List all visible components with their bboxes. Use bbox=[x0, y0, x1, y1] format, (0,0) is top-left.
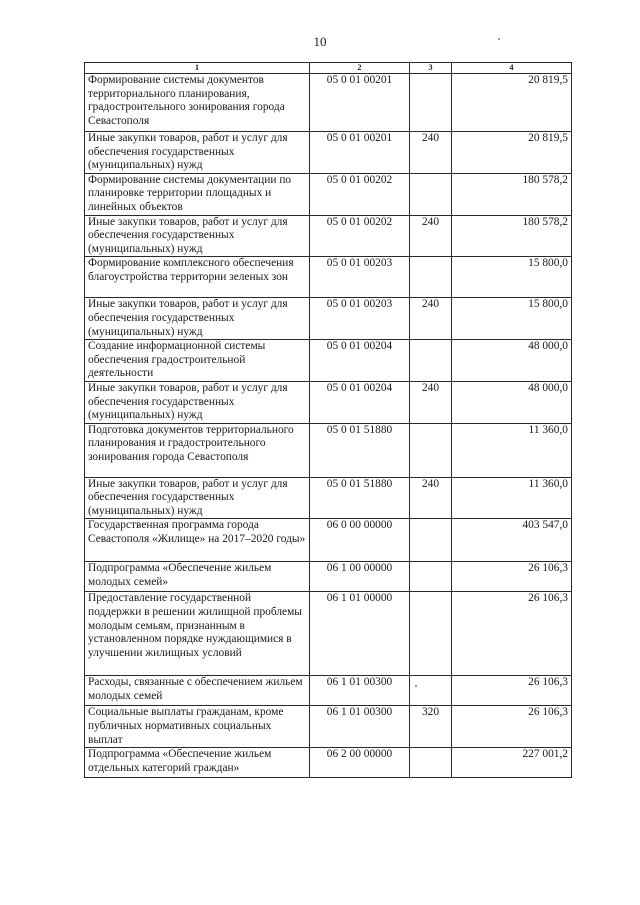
budget-table bbox=[84, 62, 572, 778]
row-sum-cell: 11 360,0 bbox=[452, 477, 572, 519]
row-type-cell bbox=[410, 257, 452, 298]
row-type-cell bbox=[410, 173, 452, 215]
row-name-cell: Формирование системы документов территориального планирования, градостроительного зонирования города Севастополя bbox=[85, 74, 310, 132]
column-header-2: 2 bbox=[310, 63, 410, 74]
row-name-cell: Подпрограмма «Обеспечение жильем молодых семей» bbox=[85, 562, 310, 592]
row-name-cell: Социальные выплаты гражданам, кроме публичных нормативных социальных выплат bbox=[85, 706, 310, 748]
row-type-cell bbox=[410, 748, 452, 778]
row-code-cell: 05 0 01 00204 bbox=[310, 381, 410, 423]
row-name-cell: Подготовка документов территориального планирования и градостроительного зонирования города Севастополя bbox=[85, 423, 310, 477]
row-type-cell bbox=[410, 562, 452, 592]
row-type-cell: 240 bbox=[410, 477, 452, 519]
row-sum-cell: 26 106,3 bbox=[452, 706, 572, 748]
row-code-cell: 05 0 01 00202 bbox=[310, 215, 410, 257]
row-name-cell: Предоставление государственной поддержки в решении жилищной проблемы молодым семьям, признанным в установленном порядке нуждающимися в улучшении жилищных условий bbox=[85, 592, 310, 676]
row-name-cell: Иные закупки товаров, работ и услуг для обеспечения государственных (муниципальных) нужд bbox=[85, 132, 310, 174]
row-name-cell: Подпрограмма «Обеспечение жильем отдельных категорий граждан» bbox=[85, 748, 310, 778]
row-name-cell: Иные закупки товаров, работ и услуг для обеспечения государственных (муниципальных) нужд bbox=[85, 298, 310, 340]
row-type-cell bbox=[410, 74, 452, 132]
row-sum-cell: 180 578,2 bbox=[452, 215, 572, 257]
row-sum-cell: 26 106,3 bbox=[452, 592, 572, 676]
row-name-cell: Иные закупки товаров, работ и услуг для обеспечения государственных (муниципальных) нужд bbox=[85, 381, 310, 423]
column-header-3: 3 bbox=[410, 63, 452, 74]
row-type-cell bbox=[410, 676, 452, 706]
table-row bbox=[85, 592, 572, 676]
row-sum-cell: 227 001,2 bbox=[452, 748, 572, 778]
scan-speck bbox=[498, 38, 500, 40]
row-code-cell: 06 1 01 00300 bbox=[310, 706, 410, 748]
table-header-row bbox=[85, 63, 572, 74]
row-name-cell: Государственная программа города Севастополя «Жилище» на 2017–2020 годы» bbox=[85, 519, 310, 562]
row-sum-cell: 48 000,0 bbox=[452, 381, 572, 423]
table-row bbox=[85, 477, 572, 519]
table-row bbox=[85, 132, 572, 174]
row-name-cell: Формирование системы документации по планировке территории площадных и линейных объектов bbox=[85, 173, 310, 215]
row-code-cell: 05 0 01 00201 bbox=[310, 74, 410, 132]
table-row bbox=[85, 298, 572, 340]
row-code-cell: 06 1 01 00300 bbox=[310, 676, 410, 706]
row-code-cell: 05 0 01 51880 bbox=[310, 477, 410, 519]
row-code-cell: 06 1 00 00000 bbox=[310, 562, 410, 592]
row-type-cell: 320 bbox=[410, 706, 452, 748]
column-header-4: 4 bbox=[452, 63, 572, 74]
row-sum-cell: 15 800,0 bbox=[452, 257, 572, 298]
table-row bbox=[85, 340, 572, 382]
row-code-cell: 05 0 01 00204 bbox=[310, 340, 410, 382]
table-row bbox=[85, 257, 572, 298]
row-sum-cell: 26 106,3 bbox=[452, 676, 572, 706]
row-type-cell: 240 bbox=[410, 298, 452, 340]
row-sum-cell: 48 000,0 bbox=[452, 340, 572, 382]
row-name-cell: Иные закупки товаров, работ и услуг для обеспечения государственных (муниципальных) нужд bbox=[85, 215, 310, 257]
row-sum-cell: 20 819,5 bbox=[452, 132, 572, 174]
table-row bbox=[85, 676, 572, 706]
row-code-cell: 06 1 01 00000 bbox=[310, 592, 410, 676]
table-row bbox=[85, 381, 572, 423]
table-row bbox=[85, 562, 572, 592]
row-sum-cell: 26 106,3 bbox=[452, 562, 572, 592]
row-name-cell: Формирование комплексного обеспечения благоустройства территории зеленых зон bbox=[85, 257, 310, 298]
page-number: 10 bbox=[313, 34, 327, 49]
row-type-cell: 240 bbox=[410, 381, 452, 423]
row-code-cell: 06 2 00 00000 bbox=[310, 748, 410, 778]
table-row bbox=[85, 519, 572, 562]
table-row bbox=[85, 706, 572, 748]
row-type-cell bbox=[410, 423, 452, 477]
row-code-cell: 06 0 00 00000 bbox=[310, 519, 410, 562]
table-row bbox=[85, 173, 572, 215]
row-name-cell: Иные закупки товаров, работ и услуг для обеспечения государственных (муниципальных) нужд bbox=[85, 477, 310, 519]
column-header-1: 1 bbox=[85, 63, 310, 74]
scan-speck bbox=[415, 685, 417, 687]
table-row bbox=[85, 748, 572, 778]
row-sum-cell: 11 360,0 bbox=[452, 423, 572, 477]
table-body bbox=[85, 74, 572, 778]
row-code-cell: 05 0 01 00202 bbox=[310, 173, 410, 215]
row-type-cell bbox=[410, 519, 452, 562]
row-type-cell bbox=[410, 340, 452, 382]
table-row bbox=[85, 215, 572, 257]
row-sum-cell: 403 547,0 bbox=[452, 519, 572, 562]
row-sum-cell: 15 800,0 bbox=[452, 298, 572, 340]
row-name-cell: Создание информационной системы обеспечения градостроительной деятельности bbox=[85, 340, 310, 382]
row-code-cell: 05 0 01 51880 bbox=[310, 423, 410, 477]
table-row bbox=[85, 423, 572, 477]
row-sum-cell: 180 578,2 bbox=[452, 173, 572, 215]
row-sum-cell: 20 819,5 bbox=[452, 74, 572, 132]
row-code-cell: 05 0 01 00201 bbox=[310, 132, 410, 174]
table-row bbox=[85, 74, 572, 132]
row-type-cell bbox=[410, 592, 452, 676]
row-code-cell: 05 0 01 00203 bbox=[310, 257, 410, 298]
row-code-cell: 05 0 01 00203 bbox=[310, 298, 410, 340]
row-type-cell: 240 bbox=[410, 215, 452, 257]
row-type-cell: 240 bbox=[410, 132, 452, 174]
row-name-cell: Расходы, связанные с обеспечением жильем молодых семей bbox=[85, 676, 310, 706]
